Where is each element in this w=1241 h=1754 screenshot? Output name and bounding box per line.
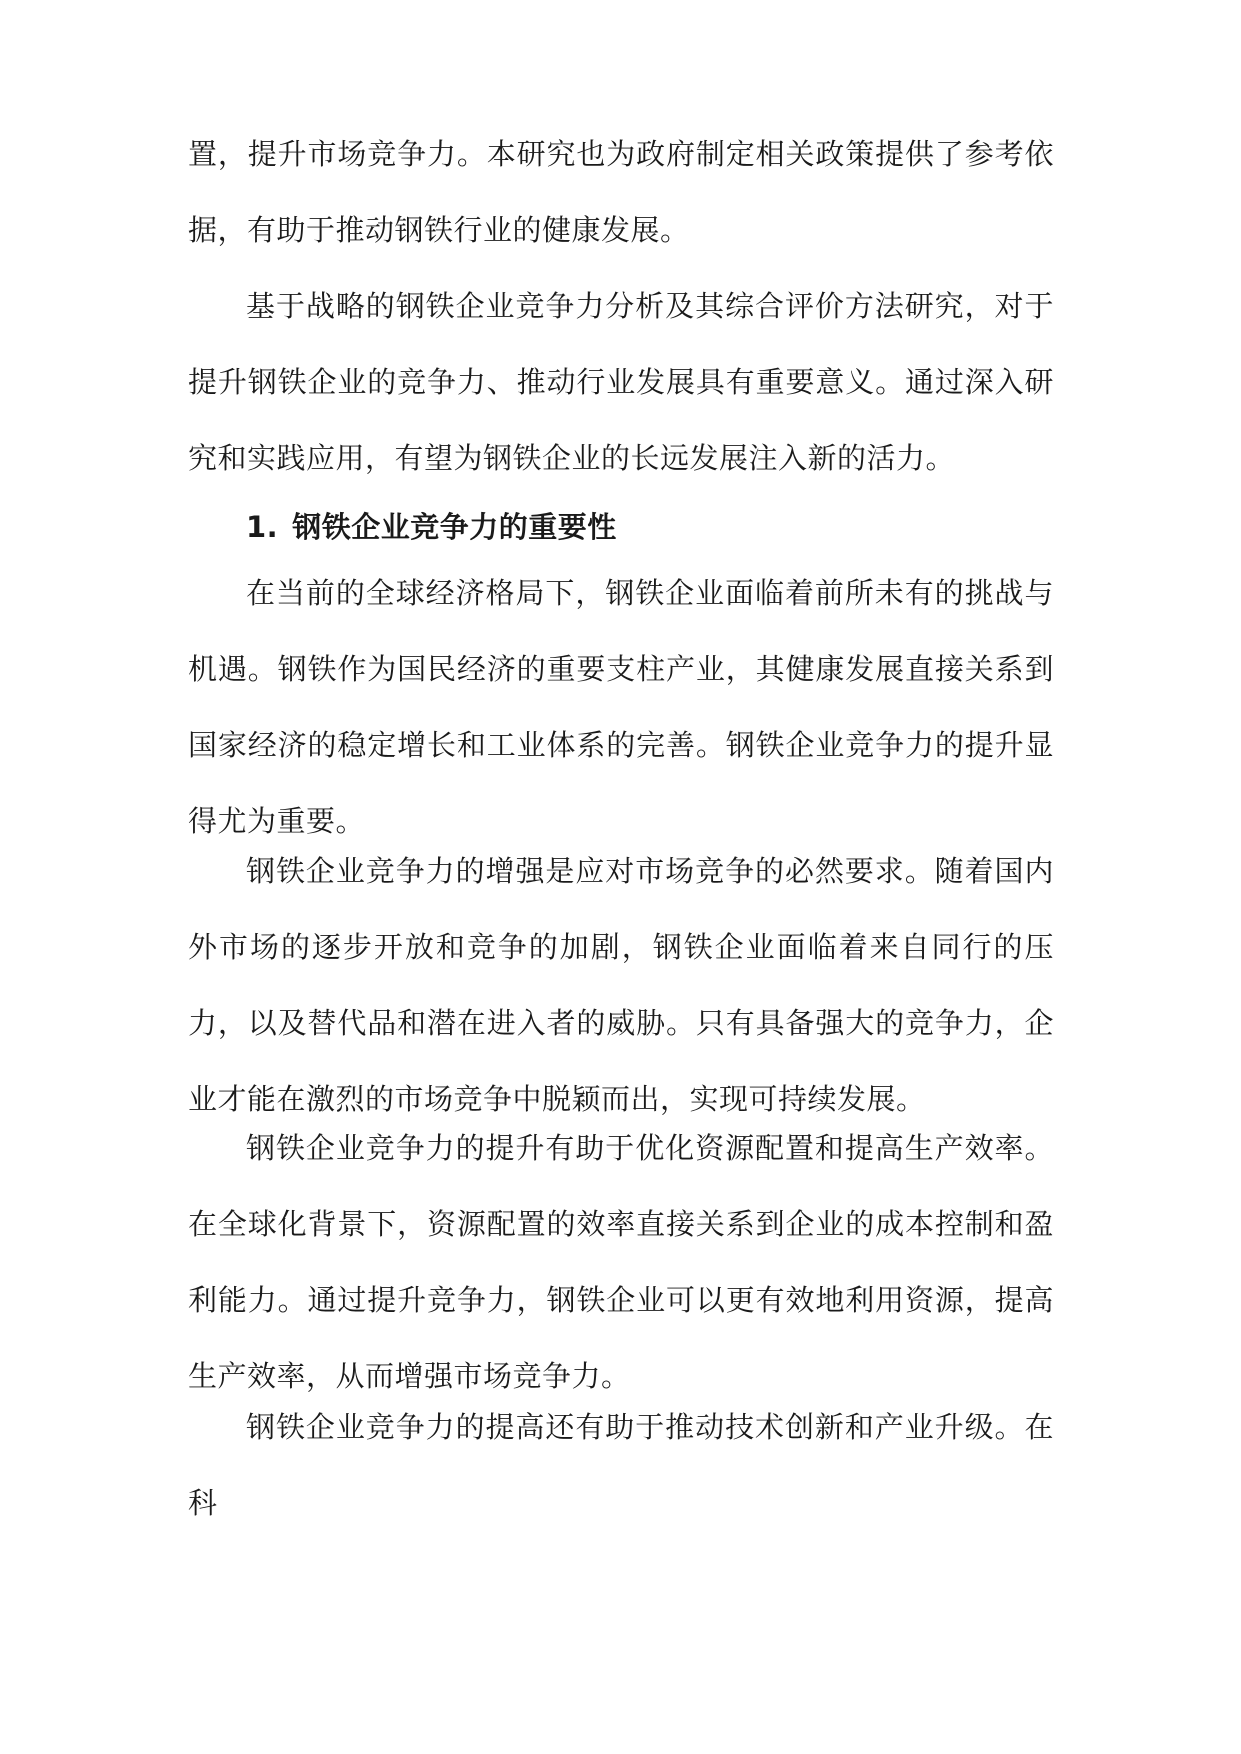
paragraph-continuation: 置，提升市场竞争力。本研究也为政府制定相关政策提供了参考依据，有助于推动钢铁行业的健康发展。 (188, 137, 1054, 247)
section-heading-number: 1. (246, 510, 279, 544)
section-heading (188, 489, 1054, 565)
paragraph-resource-allocation: 钢铁企业竞争力的提升有助于优化资源配置和提高生产效率。在全球化背景下，资源配置的效率直接关系到企业的成本控制和盈利能力。通过提升竞争力，钢铁企业可以更有效地利用资源，提高生产效率，从而增强市场竞争力。 (188, 1131, 1054, 1393)
paragraph-market-competition: 钢铁企业竞争力的增强是应对市场竞争的必然要求。随着国内外市场的逐步开放和竞争的加剧，钢铁企业面临着来自同行的压力，以及替代品和潜在进入者的威胁。只有具备强大的竞争力，企业才能在激烈的市场竞争中脱颖而出，实现可持续发展。 (188, 854, 1054, 1116)
section-heading-text: 钢铁企业竞争力的重要性 (292, 510, 617, 544)
paragraph-importance-intro: 在当前的全球经济格局下，钢铁企业面临着前所未有的挑战与机遇。钢铁作为国民经济的重要支柱产业，其健康发展直接关系到国家经济的稳定增长和工业体系的完善。钢铁企业竞争力的提升显得尤为重要。 (188, 576, 1054, 838)
paragraph-technology-innovation: 钢铁企业竞争力的提高还有助于推动技术创新和产业升级。在科 (188, 1410, 1054, 1520)
paragraph-summary: 基于战略的钢铁企业竞争力分析及其综合评价方法研究，对于提升钢铁企业的竞争力、推动行业发展具有重要意义。通过深入研究和实践应用，有望为钢铁企业的长远发展注入新的活力。 (188, 289, 1054, 475)
